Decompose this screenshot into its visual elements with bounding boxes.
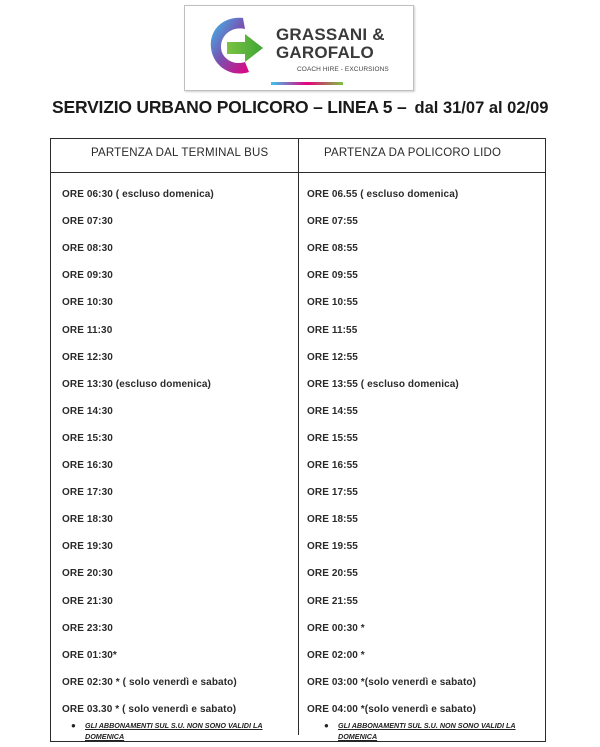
company-logo xyxy=(184,5,414,91)
departure-terminal-bus: ORE 10:30 xyxy=(62,297,113,309)
bullet-icon: ● xyxy=(71,721,76,730)
departure-terminal-bus: ORE 17:30 xyxy=(62,487,113,499)
title-service-line: SERVIZIO URBANO POLICORO – LINEA 5 – xyxy=(52,97,407,117)
departure-terminal-bus: ORE 02:30 * ( solo venerdì e sabato) xyxy=(62,676,237,688)
departure-policoro-lido: ORE 15:55 xyxy=(307,432,358,444)
departure-terminal-bus: ORE 21:30 xyxy=(62,595,113,607)
timetable xyxy=(50,138,546,742)
departure-policoro-lido: ORE 19:55 xyxy=(307,541,358,553)
departure-policoro-lido: ORE 17:55 xyxy=(307,487,358,499)
note-left xyxy=(71,720,281,742)
header-policoro-lido: PARTENZA DA POLICORO LIDO xyxy=(324,147,502,159)
departure-policoro-lido: ORE 11:55 xyxy=(307,324,358,336)
departure-policoro-lido: ORE 16:55 xyxy=(307,460,358,471)
bullet-icon: ● xyxy=(324,721,329,730)
logo-company-name xyxy=(276,26,412,62)
departure-terminal-bus: ORE 13:30 (escluso domenica) xyxy=(62,378,211,390)
departure-terminal-bus: ORE 03.30 * ( solo venerdì e sabato) xyxy=(62,703,237,715)
departure-terminal-bus: ORE 18:30 xyxy=(62,514,113,526)
departure-policoro-lido: ORE 08:55 xyxy=(307,243,358,255)
header-terminal-bus: PARTENZA DAL TERMINAL BUS xyxy=(91,147,269,159)
column-divider xyxy=(298,139,299,735)
departure-terminal-bus: ORE 15:30 xyxy=(62,432,113,444)
departure-terminal-bus: ORE 16:30 xyxy=(62,460,113,471)
header-divider xyxy=(51,172,545,173)
departure-policoro-lido: ORE 09:55 xyxy=(307,270,358,282)
departure-terminal-bus: ORE 01:30* xyxy=(62,649,117,661)
logo-color-strip xyxy=(271,82,343,85)
note-right xyxy=(324,720,534,742)
departure-terminal-bus: ORE 12:30 xyxy=(62,351,113,363)
departure-policoro-lido: ORE 21:55 xyxy=(307,595,358,607)
departure-policoro-lido: ORE 14:55 xyxy=(307,405,358,417)
logo-arrow-mark xyxy=(205,12,265,82)
departure-terminal-bus: ORE 09:30 xyxy=(62,270,113,282)
departure-policoro-lido: ORE 07:55 xyxy=(307,216,358,228)
departure-policoro-lido: ORE 03:00 *(solo venerdì e sabato) xyxy=(307,676,477,688)
departure-terminal-bus: ORE 08:30 xyxy=(62,243,113,255)
departure-policoro-lido: ORE 00:30 * xyxy=(307,622,365,634)
departure-policoro-lido: ORE 10:55 xyxy=(307,297,358,309)
departure-policoro-lido: ORE 18:55 xyxy=(307,514,358,526)
page-title xyxy=(52,97,592,121)
departure-policoro-lido: ORE 04:00 *(solo venerdì e sabato) xyxy=(307,703,477,715)
departure-policoro-lido: ORE 02:00 * xyxy=(307,649,365,661)
departure-policoro-lido: ORE 13:55 ( escluso domenica) xyxy=(307,378,459,390)
note-right-text: GLI ABBONAMENTI SUL S.U. NON SONO VALIDI LA DOMENICA xyxy=(338,721,516,741)
departure-terminal-bus: ORE 06:30 ( escluso domenica) xyxy=(62,189,214,200)
departure-policoro-lido: ORE 20:55 xyxy=(307,568,358,580)
departure-policoro-lido: ORE 12:55 xyxy=(307,351,358,363)
departure-terminal-bus: ORE 23:30 xyxy=(62,622,113,634)
logo-name-line-1: GRASSANI & xyxy=(276,25,385,44)
note-left-text: GLI ABBONAMENTI SUL S.U. NON SONO VALIDI LA DOMENICA xyxy=(85,721,263,741)
departure-terminal-bus: ORE 07:30 xyxy=(62,216,113,228)
departure-terminal-bus: ORE 14:30 xyxy=(62,405,113,417)
departure-terminal-bus: ORE 20:30 xyxy=(62,568,113,580)
departure-terminal-bus: ORE 19:30 xyxy=(62,541,113,553)
logo-name-line-2: GAROFALO xyxy=(276,43,374,62)
departure-terminal-bus: ORE 11:30 xyxy=(62,324,113,336)
title-date-range: dal 31/07 al 02/09 xyxy=(414,99,549,117)
departure-policoro-lido: ORE 06.55 ( escluso domenica) xyxy=(307,189,459,200)
logo-tagline: COACH HIRE - EXCURSIONS xyxy=(297,66,389,73)
